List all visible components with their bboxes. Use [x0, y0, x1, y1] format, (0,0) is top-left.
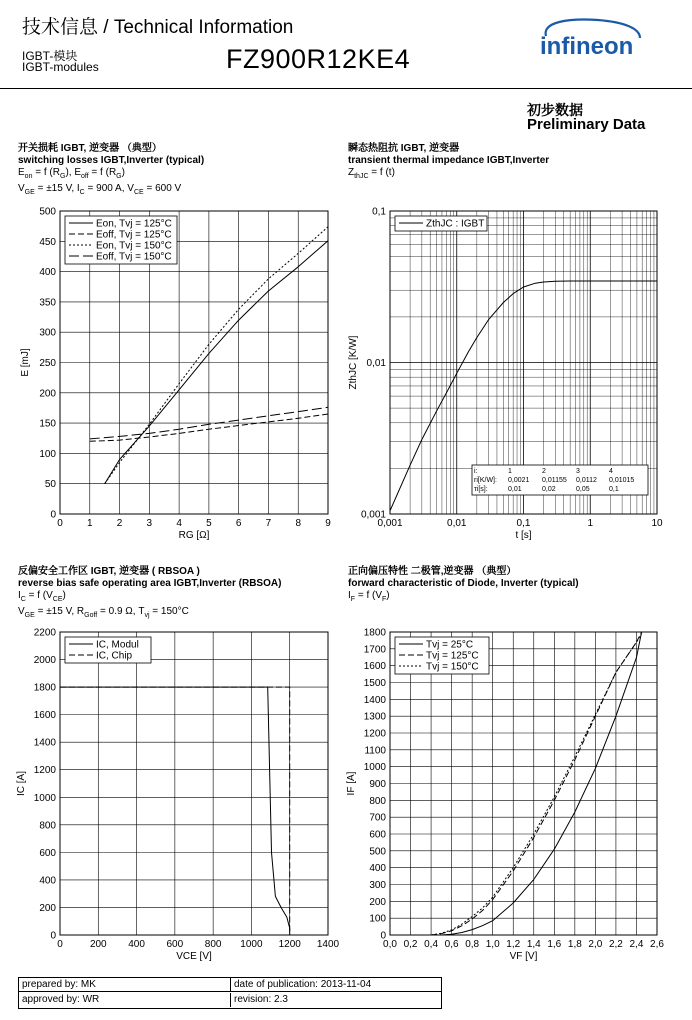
x-tick-label: 800 [204, 939, 222, 950]
table-cell: ri[K/W]: [474, 477, 497, 484]
y-tick-label: 400 [369, 863, 386, 875]
x-tick-label: 1 [587, 518, 594, 529]
y-tick-label: 400 [39, 875, 56, 887]
legend-entry: Eoff, Tvj = 125°C [96, 229, 172, 241]
legend-entry: IC, Modul [96, 639, 139, 651]
x-axis-label: VF [V] [509, 951, 538, 962]
table-cell: 0,02 [542, 486, 556, 493]
zth-title-en: transient thermal impedance IGBT,Inverter [348, 155, 550, 166]
preliminary-en: Preliminary Data [527, 116, 646, 133]
legend-entry: Tvj = 25°C [426, 639, 474, 651]
logo-wordmark: infineon [540, 33, 634, 60]
sw-title-cn: 开关损耗 IGBT, 逆变器 （典型） [18, 143, 162, 154]
diode-condition-1: $I_F = f$ $(V_F)$ [348, 590, 390, 603]
x-tick-label: 600 [166, 939, 184, 950]
y-axis-label: IF [A] [346, 771, 357, 796]
legend-entry: Tvj = 150°C [426, 661, 479, 673]
legend-entry: Eon, Tvj = 125°C [96, 218, 172, 230]
preliminary-cn: 初步数据 [527, 102, 583, 118]
x-tick-label: 1,2 [506, 939, 521, 950]
module-type-cn: IGBT-模块 [22, 49, 78, 63]
infineon-logo [528, 16, 648, 66]
sw-condition-2: $V_{GE} = \pm 15$ V, $I_C = 900$ A, $V_{CE} = 600$ V [18, 183, 182, 196]
y-tick-label: 800 [369, 795, 386, 807]
x-tick-label: 1,4 [526, 939, 541, 950]
sw-condition-1: $E_{on} = f$ $(R_G)$, $E_{off} = f$ $(R_G)$ [18, 167, 125, 180]
table-cell: 0,0021 [508, 477, 530, 484]
y-tick-label: 1700 [363, 644, 386, 656]
legend-entry: ZthJC : IGBT [426, 218, 485, 230]
rbsoa-condition-1: $I_C = f$ $(V_{CE})$ [18, 590, 66, 603]
y-tick-label: 1300 [363, 711, 386, 723]
legend-entry: Tvj = 125°C [426, 650, 479, 662]
rbsoa-title-en: reverse bias safe operating area IGBT,Inverter (RBSOA) [18, 578, 282, 589]
x-tick-label: 2 [116, 518, 123, 529]
x-tick-label: 400 [128, 939, 145, 950]
table-header-cell: 4 [609, 468, 613, 475]
y-tick-label: 250 [39, 358, 56, 369]
x-tick-label: 1000 [240, 939, 263, 950]
x-tick-label: 10 [651, 518, 663, 529]
zth-heading [348, 143, 549, 183]
y-tick-label: 350 [39, 297, 56, 309]
x-axis-label: t [s] [515, 530, 532, 541]
parameter-table [472, 465, 648, 495]
x-tick-label: 0,01 [447, 518, 467, 529]
rbsoa-chart [0, 620, 346, 970]
y-tick-label: 100 [369, 913, 386, 925]
x-tick-label: 2,6 [650, 939, 664, 950]
x-tick-label: 2,4 [629, 939, 644, 950]
x-tick-label: 7 [265, 518, 272, 529]
y-tick-label: 200 [369, 896, 386, 908]
x-tick-label: 1400 [316, 939, 340, 950]
revision: revision: 2.3 [234, 994, 288, 1005]
y-tick-label: 50 [44, 479, 56, 491]
table-header-cell: 3 [576, 468, 580, 475]
x-tick-label: 6 [235, 518, 242, 529]
y-tick-label: 1800 [33, 682, 56, 694]
plot-frame [60, 632, 328, 935]
x-tick-label: 1,6 [547, 939, 562, 950]
y-tick-label: 500 [39, 206, 56, 218]
y-tick-label: 1400 [363, 694, 386, 706]
table-cell: τi[s]: [474, 486, 488, 493]
x-tick-label: 0 [57, 518, 63, 529]
y-tick-label: 2200 [33, 627, 56, 639]
x-tick-label: 0,001 [377, 518, 403, 529]
legend [65, 216, 177, 264]
y-tick-label: 100 [39, 448, 56, 460]
zth-title-cn: 瞬态热阻抗 IGBT, 逆变器 [348, 143, 460, 154]
rbsoa-title-cn: 反偏安全工作区 IGBT, 逆变器 ( RBSOA ) [18, 566, 200, 577]
x-axis-label: VCE [V] [176, 951, 212, 962]
y-tick-label: 500 [369, 846, 386, 858]
x-tick-label: 4 [176, 518, 182, 529]
x-tick-label: 8 [295, 518, 302, 529]
table-header-cell: i: [474, 468, 478, 475]
y-tick-label: 300 [39, 327, 56, 339]
x-tick-label: 0,4 [424, 939, 439, 950]
y-tick-label: 600 [39, 847, 56, 859]
x-tick-label: 9 [325, 518, 331, 529]
y-tick-label: 1200 [363, 728, 386, 740]
y-tick-label: 1600 [363, 661, 386, 673]
x-tick-label: 0,0 [383, 939, 397, 950]
zth-condition-1: $Z_{thJC} = f$ (t) [348, 167, 395, 180]
y-axis-label: IC [A] [16, 770, 27, 797]
legend-entry: Eon, Tvj = 150°C [96, 240, 172, 252]
grid [390, 632, 657, 935]
x-tick-label: 200 [89, 939, 107, 950]
y-tick-label: 1000 [33, 792, 56, 804]
diode-forward-chart [346, 620, 692, 970]
x-tick-label: 1,0 [485, 939, 500, 950]
y-tick-label: 300 [369, 880, 386, 891]
y-tick-label: 0,1 [372, 206, 386, 218]
series-line [431, 634, 641, 935]
y-tick-label: 0 [50, 509, 56, 521]
y-tick-label: 800 [39, 820, 56, 832]
x-tick-label: 5 [206, 518, 212, 529]
sw-heading [18, 143, 204, 199]
part-number: FZ900R12KE4 [226, 44, 411, 74]
y-tick-label: 1100 [364, 745, 386, 757]
x-tick-label: 1200 [278, 939, 301, 950]
header-divider [0, 88, 692, 89]
x-tick-label: 3 [146, 518, 153, 529]
table-cell: 0,0112 [576, 477, 597, 484]
y-axis-label: E [mJ] [20, 348, 31, 377]
rbsoa-condition-2: $V_{GE} = \pm 15$ V, $R_{Goff} = 0.9$ Ω, $T_{vj} = 150^\circ C$ [18, 606, 189, 619]
x-tick-label: 0 [57, 939, 63, 950]
y-tick-label: 1200 [33, 765, 56, 777]
x-tick-label: 2,0 [588, 939, 603, 950]
table-header-cell: 1 [508, 468, 512, 475]
module-type-en: IGBT-modules [22, 60, 99, 74]
y-tick-label: 1400 [33, 737, 56, 749]
table-cell: 0,1 [609, 486, 619, 493]
legend-entry: Eoff, Tvj = 150°C [96, 251, 172, 263]
table-cell: 0,05 [576, 486, 590, 493]
x-tick-label: 0,8 [465, 939, 480, 950]
y-tick-label: 0,01 [366, 358, 386, 369]
table-cell: 0,01015 [609, 477, 635, 484]
y-tick-label: 0 [380, 930, 386, 942]
y-tick-label: 0 [50, 930, 56, 942]
x-tick-label: 0,1 [516, 518, 531, 529]
y-tick-label: 450 [39, 236, 56, 248]
y-tick-label: 400 [39, 267, 56, 279]
x-tick-label: 0,6 [444, 939, 459, 950]
series-line [105, 227, 328, 484]
y-tick-label: 700 [369, 812, 386, 824]
prepared-by: prepared by: MK [19, 978, 231, 992]
y-tick-label: 1500 [363, 678, 386, 689]
thermal-impedance-chart [346, 195, 692, 550]
legend [395, 637, 489, 674]
x-tick-label: 2,2 [608, 939, 623, 950]
x-axis-label: RG [Ω] [178, 530, 210, 541]
table-header-cell: 2 [542, 468, 546, 475]
table-cell: 0,01 [508, 486, 522, 493]
footer-table [18, 977, 442, 1009]
diode-heading [348, 566, 579, 606]
x-tick-label: 0,2 [403, 939, 418, 950]
y-tick-label: 900 [369, 779, 386, 790]
y-tick-label: 200 [39, 388, 56, 400]
x-tick-label: 1,8 [567, 939, 582, 950]
y-tick-label: 1600 [33, 710, 56, 722]
switching-losses-chart [0, 195, 346, 550]
diode-title-cn: 正向偏压特性 二极管,逆变器 （典型） [348, 566, 517, 577]
grid [60, 632, 328, 935]
rbsoa-heading [18, 566, 281, 622]
sw-title-en: switching losses IGBT,Inverter (typical) [18, 155, 205, 166]
legend-entry: IC, Chip [96, 650, 133, 662]
y-tick-label: 0,001 [360, 509, 386, 521]
table-cell: 0,01155 [542, 477, 567, 484]
publication-date: date of publication: 2013-11-04 [231, 978, 441, 992]
y-tick-label: 1800 [363, 627, 386, 639]
y-tick-label: 1000 [363, 762, 386, 774]
y-tick-label: 150 [39, 418, 56, 430]
legend [65, 637, 151, 663]
legend [395, 216, 487, 231]
y-tick-label: 2000 [33, 655, 56, 667]
approved-by: approved by: WR [19, 993, 231, 1007]
y-axis-label: ZthJC [K/W] [348, 335, 359, 390]
diode-title-en: forward characteristic of Diode, Inverter (typical) [348, 578, 579, 589]
x-tick-label: 1 [86, 518, 93, 529]
y-tick-label: 200 [39, 902, 56, 914]
y-tick-label: 600 [369, 829, 386, 841]
document-title: 技术信息 / Technical Information [22, 17, 294, 38]
